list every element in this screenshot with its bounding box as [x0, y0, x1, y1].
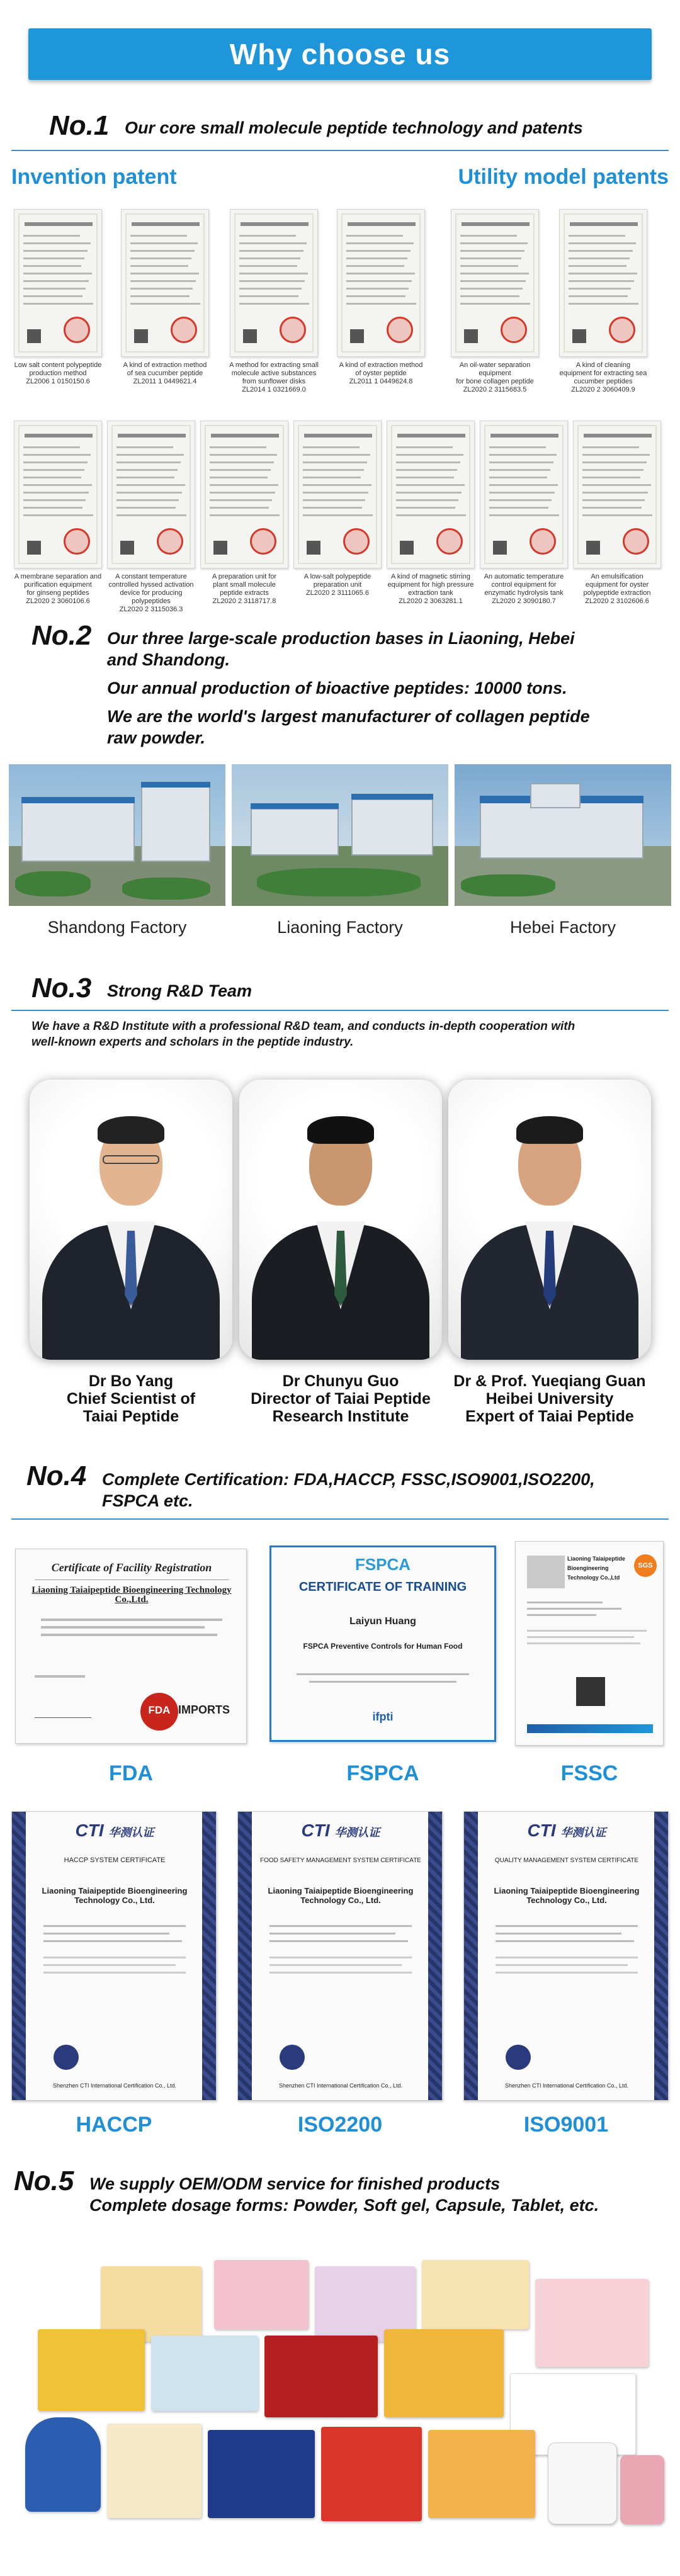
product-box: [428, 2430, 535, 2518]
patent-caption-line: of sea cucumber peptide: [127, 370, 203, 377]
patent-caption-line: An oil-water separation equipment: [459, 361, 531, 377]
sgs-logo: [634, 1554, 657, 1577]
cti-logo-text: CTI: [527, 1821, 556, 1840]
patent-caption-line: equipment for oyster: [585, 581, 649, 589]
patent-caption-line: ZL2020 2 3060409.9: [571, 386, 635, 393]
haccp-company: Liaoning Taiaipeptide Bioengineering Technology Co., Ltd.: [42, 1886, 188, 1905]
patent-caption-line: ZL2011 1 0449624.8: [349, 378, 413, 385]
patent-caption-line: cucumber peptides: [574, 378, 633, 385]
patent-caption-line: A method for extracting small: [229, 361, 319, 369]
patent-caption-line: A kind of extraction method: [123, 361, 207, 369]
patent-certificate: [480, 421, 568, 568]
utility-patent-heading: Utility model patents: [458, 165, 669, 189]
patent-caption-line: ZL2011 1 0449621.4: [133, 378, 197, 385]
patent-caption: [556, 361, 650, 394]
product-box: [264, 2336, 378, 2417]
caption-org: Expert of Taiai Peptide: [465, 1408, 634, 1425]
section-3-description: [31, 1019, 661, 1050]
caption-org: Taiai Peptide: [82, 1408, 179, 1425]
patent-caption-line: polypeptide extraction: [583, 589, 651, 597]
product-box: [107, 2424, 201, 2518]
product-box: [422, 2260, 529, 2329]
patent-caption: [477, 573, 571, 606]
patent-caption: [570, 573, 664, 606]
caption-org: Research Institute: [272, 1408, 409, 1425]
fspca-certificate: [269, 1545, 496, 1742]
patent-certificate: [387, 421, 475, 568]
caption-role: Director of Taiai Peptide: [251, 1390, 431, 1408]
caption-bo-yang: [18, 1372, 244, 1425]
patent-certificate: [230, 209, 318, 357]
caption-role: Chief Scientist of: [66, 1390, 196, 1408]
section-1-number: No.1: [49, 110, 110, 141]
portrait-yueqiang-guan: [448, 1080, 651, 1360]
iso9001-footer: Shenzhen CTI International Certification Co., Ltd.: [504, 2082, 629, 2089]
patent-certificate: [107, 421, 195, 568]
patent-caption-line: equipment for high pressure: [387, 581, 474, 589]
patent-caption-line: ZL2020 2 3115036.3: [119, 606, 183, 613]
section-1-divider: [11, 150, 669, 151]
section-5-number: No.5: [14, 2166, 74, 2196]
patent-caption: [11, 573, 105, 606]
fspca-course: FSPCA Preventive Controls for Human Food: [303, 1642, 463, 1651]
patent-caption-line: A low-salt polypeptide: [303, 573, 371, 580]
patent-certificate: [337, 209, 425, 357]
section-4-line-1: Complete Certification: FDA,HACCP, FSSC,ISO9001,ISO2200,: [102, 1470, 595, 1489]
patent-caption-line: An automatic temperature: [484, 573, 564, 580]
patent-certificate: [14, 421, 102, 568]
patent-caption-line: enzymatic hydrolysis tank: [484, 589, 564, 597]
patent-caption-line: ZL2006 1 0150150.6: [26, 378, 90, 385]
fssc-label: FSSC: [560, 1761, 618, 1785]
cti-logo-text: CTI: [301, 1821, 330, 1840]
section-4-line-2: FSPCA etc.: [102, 1491, 193, 1510]
section-2-line-1: Our three large-scale production bases in Liaoning, Hebei: [107, 629, 575, 648]
hebei-factory-label: Hebei Factory: [509, 918, 616, 937]
patent-caption-line: ZL2020 2 3118717.8: [212, 597, 276, 605]
fspca-label: FSPCA: [346, 1761, 419, 1785]
cti-logo: [483, 1821, 650, 1840]
patent-caption-line: peptide extracts: [220, 589, 269, 597]
fda-logo-text: FDA: [148, 1704, 171, 1716]
patent-caption-line: of oyster peptide: [355, 370, 407, 377]
fda-logo-circle: [140, 1693, 178, 1731]
patent-caption-line: production method: [29, 370, 87, 377]
cti-logo: [31, 1821, 198, 1840]
patent-caption: [118, 361, 212, 386]
caption-name: Dr & Prof. Yueqiang Guan: [453, 1372, 646, 1390]
haccp-cert-title: HACCP SYSTEM CERTIFICATE: [64, 1856, 166, 1864]
hebei-factory-photo: [455, 764, 671, 906]
product-box: [535, 2279, 649, 2367]
patent-caption: [11, 361, 105, 386]
section-2-line-2: and Shandong.: [107, 650, 230, 669]
liaoning-factory-photo: [232, 764, 448, 906]
patent-certificate: [559, 209, 647, 357]
patent-caption-line: ZL2020 2 3102606.6: [585, 597, 649, 605]
product-box: [384, 2329, 504, 2417]
iso2200-label: ISO2200: [297, 2113, 383, 2137]
cti-logo-text: CTI: [75, 1821, 104, 1840]
fda-certificate: [15, 1549, 247, 1744]
patent-caption-line: A kind of cleaning: [575, 361, 631, 369]
caption-chunyu-guo: [227, 1372, 454, 1425]
patent-caption-line: ZL2020 2 3063281.1: [399, 597, 463, 605]
patent-caption-line: A membrane separation and: [14, 573, 102, 580]
patent-caption-line: device for producing polypeptides: [120, 589, 183, 605]
patent-caption: [448, 361, 542, 394]
patent-caption-line: preparation unit: [313, 581, 362, 589]
patent-caption-line: extraction tank: [408, 589, 453, 597]
iso22000-footer: Shenzhen CTI International Certification Co., Ltd.: [278, 2082, 403, 2089]
cti-logo: [257, 1821, 424, 1840]
patent-caption: [290, 573, 385, 597]
patent-caption-line: ZL2020 2 3111065.6: [306, 589, 369, 597]
patent-caption-line: An emulsification: [591, 573, 643, 580]
iso9001-certificate: [463, 1811, 669, 2101]
patent-caption: [334, 361, 428, 386]
haccp-label: HACCP: [76, 2113, 152, 2137]
haccp-footer: Shenzhen CTI International Certification Co., Ltd.: [52, 2082, 177, 2089]
liaoning-factory-label: Liaoning Factory: [277, 918, 403, 937]
portrait-chunyu-guo: [239, 1080, 442, 1360]
fspca-trainee-name: Laiyun Huang: [349, 1616, 416, 1627]
section-4-number: No.4: [26, 1460, 87, 1491]
fda-cert-title: Certificate of Facility Registration: [51, 1561, 212, 1574]
product-box: [208, 2430, 315, 2518]
sgs-logo-text: SGS: [638, 1562, 653, 1569]
patent-caption-line: ZL2020 2 3060106.6: [26, 597, 90, 605]
iso22000-cert-title: FOOD SAFETY MANAGEMENT SYSTEM CERTIFICATE: [260, 1857, 421, 1864]
portrait-bo-yang: [30, 1080, 232, 1360]
patent-caption-line: plant small molecule: [213, 581, 276, 589]
iso9001-label: ISO9001: [523, 2113, 609, 2137]
patent-caption: [227, 361, 321, 394]
fssc-certificate: [515, 1541, 664, 1746]
banner-title: Why choose us: [229, 38, 451, 71]
patent-caption-line: controlled hyssed activation: [108, 581, 194, 589]
product-box: [321, 2427, 422, 2521]
product-collage: [13, 2241, 667, 2556]
product-jar: [25, 2417, 101, 2512]
section-4-divider: [11, 1518, 669, 1520]
patent-caption-line: for bone collagen peptide: [456, 378, 534, 385]
cti-logo-cn: 华测认证: [108, 1826, 154, 1839]
section-2-line-3: Our annual production of bioactive peptides: 10000 tons.: [107, 679, 567, 698]
header-banner: [28, 28, 652, 80]
patent-caption-line: equipment for extracting sea: [559, 370, 647, 377]
patent-caption-line: control equipment for: [491, 581, 557, 589]
patent-caption-line: for ginseng peptides: [26, 589, 89, 597]
patent-caption-line: molecule active substances: [231, 370, 317, 377]
patent-caption-line: purification equipment: [24, 581, 92, 589]
section-1-title: Our core small molecule peptide technology and patents: [125, 118, 583, 137]
caption-name: Dr Chunyu Guo: [282, 1372, 399, 1390]
patent-caption-line: ZL2020 2 3090180.7: [492, 597, 556, 605]
patent-certificate: [451, 209, 539, 357]
iso22000-certificate: [237, 1811, 443, 2101]
section-3-title: Strong R&D Team: [107, 981, 252, 1000]
product-box: [38, 2329, 145, 2411]
patent-certificate: [573, 421, 661, 568]
section-2-line-5: raw powder.: [107, 728, 206, 747]
fssc-company: Liaoning Taiaipeptide Bioengineering Technology Co.,Ltd: [567, 1556, 625, 1581]
haccp-certificate: [11, 1811, 217, 2101]
patent-caption-line: A preparation unit for: [212, 573, 277, 580]
iso22000-company: Liaoning Taiaipeptide Bioengineering Technology Co., Ltd.: [268, 1886, 414, 1905]
patent-caption-line: A kind of extraction method: [339, 361, 423, 369]
product-bottle: [620, 2455, 664, 2524]
fda-label: FDA: [109, 1761, 153, 1785]
iso9001-company: Liaoning Taiaipeptide Bioengineering Technology Co., Ltd.: [494, 1886, 640, 1905]
shandong-factory-photo: [9, 764, 225, 906]
section-3-divider: [11, 1010, 669, 1011]
section-5-line-2: Complete dosage forms: Powder, Soft gel, Capsule, Tablet, etc.: [89, 2196, 599, 2215]
patent-caption-line: A kind of magnetic stirring: [391, 573, 470, 580]
patent-caption: [104, 573, 198, 614]
patent-caption-line: Low salt content polypeptide: [14, 361, 102, 369]
section-5-line-1: We supply OEM/ODM service for finished products: [89, 2174, 501, 2193]
patent-caption-line: ZL2014 1 0321669.0: [242, 386, 306, 393]
cti-logo-cn: 华测认证: [560, 1826, 606, 1839]
patent-certificate: [14, 209, 102, 357]
fda-cert-company: Liaoning Taiaipeptide Bioengineering Technology Co.,Ltd.: [31, 1585, 232, 1605]
iso9001-cert-title: QUALITY MANAGEMENT SYSTEM CERTIFICATE: [494, 1857, 639, 1864]
patent-caption-line: from sunflower disks: [242, 378, 306, 385]
fspca-logo: FSPCA: [354, 1555, 411, 1574]
caption-role: Heibei University: [485, 1390, 614, 1408]
patent-certificate: [121, 209, 209, 357]
patent-certificate: [200, 421, 288, 568]
caption-name: Dr Bo Yang: [88, 1372, 174, 1390]
section-3-number: No.3: [31, 973, 92, 1003]
patent-certificate: [293, 421, 382, 568]
ifpti-logo: ifpti: [372, 1710, 394, 1723]
section-2-line-4: We are the world's largest manufacturer of collagen peptide: [107, 707, 590, 726]
product-box: [151, 2336, 258, 2411]
product-box: [214, 2260, 309, 2329]
cti-logo-cn: 华测认证: [334, 1826, 380, 1839]
patent-caption: [383, 573, 478, 606]
section-3-desc-line-1: We have a R&D Institute with a professional R&D team, and conducts in-depth cooperation with: [31, 1020, 575, 1033]
caption-yueqiang-guan: [436, 1372, 663, 1425]
section-2-number: No.2: [31, 620, 92, 651]
fda-imports-text: IMPORTS: [178, 1703, 230, 1716]
section-3-desc-line-2: well-known experts and scholars in the peptide industry.: [31, 1036, 354, 1049]
invention-patent-heading: Invention patent: [11, 165, 177, 189]
shandong-factory-label: Shandong Factory: [47, 918, 187, 937]
product-bottle: [548, 2443, 617, 2524]
patent-caption: [197, 573, 292, 606]
patent-caption-line: ZL2020 2 3115683.5: [463, 386, 527, 393]
fspca-cert-title: CERTIFICATE OF TRAINING: [298, 1580, 467, 1594]
patent-caption-line: A constant temperature: [115, 573, 187, 580]
